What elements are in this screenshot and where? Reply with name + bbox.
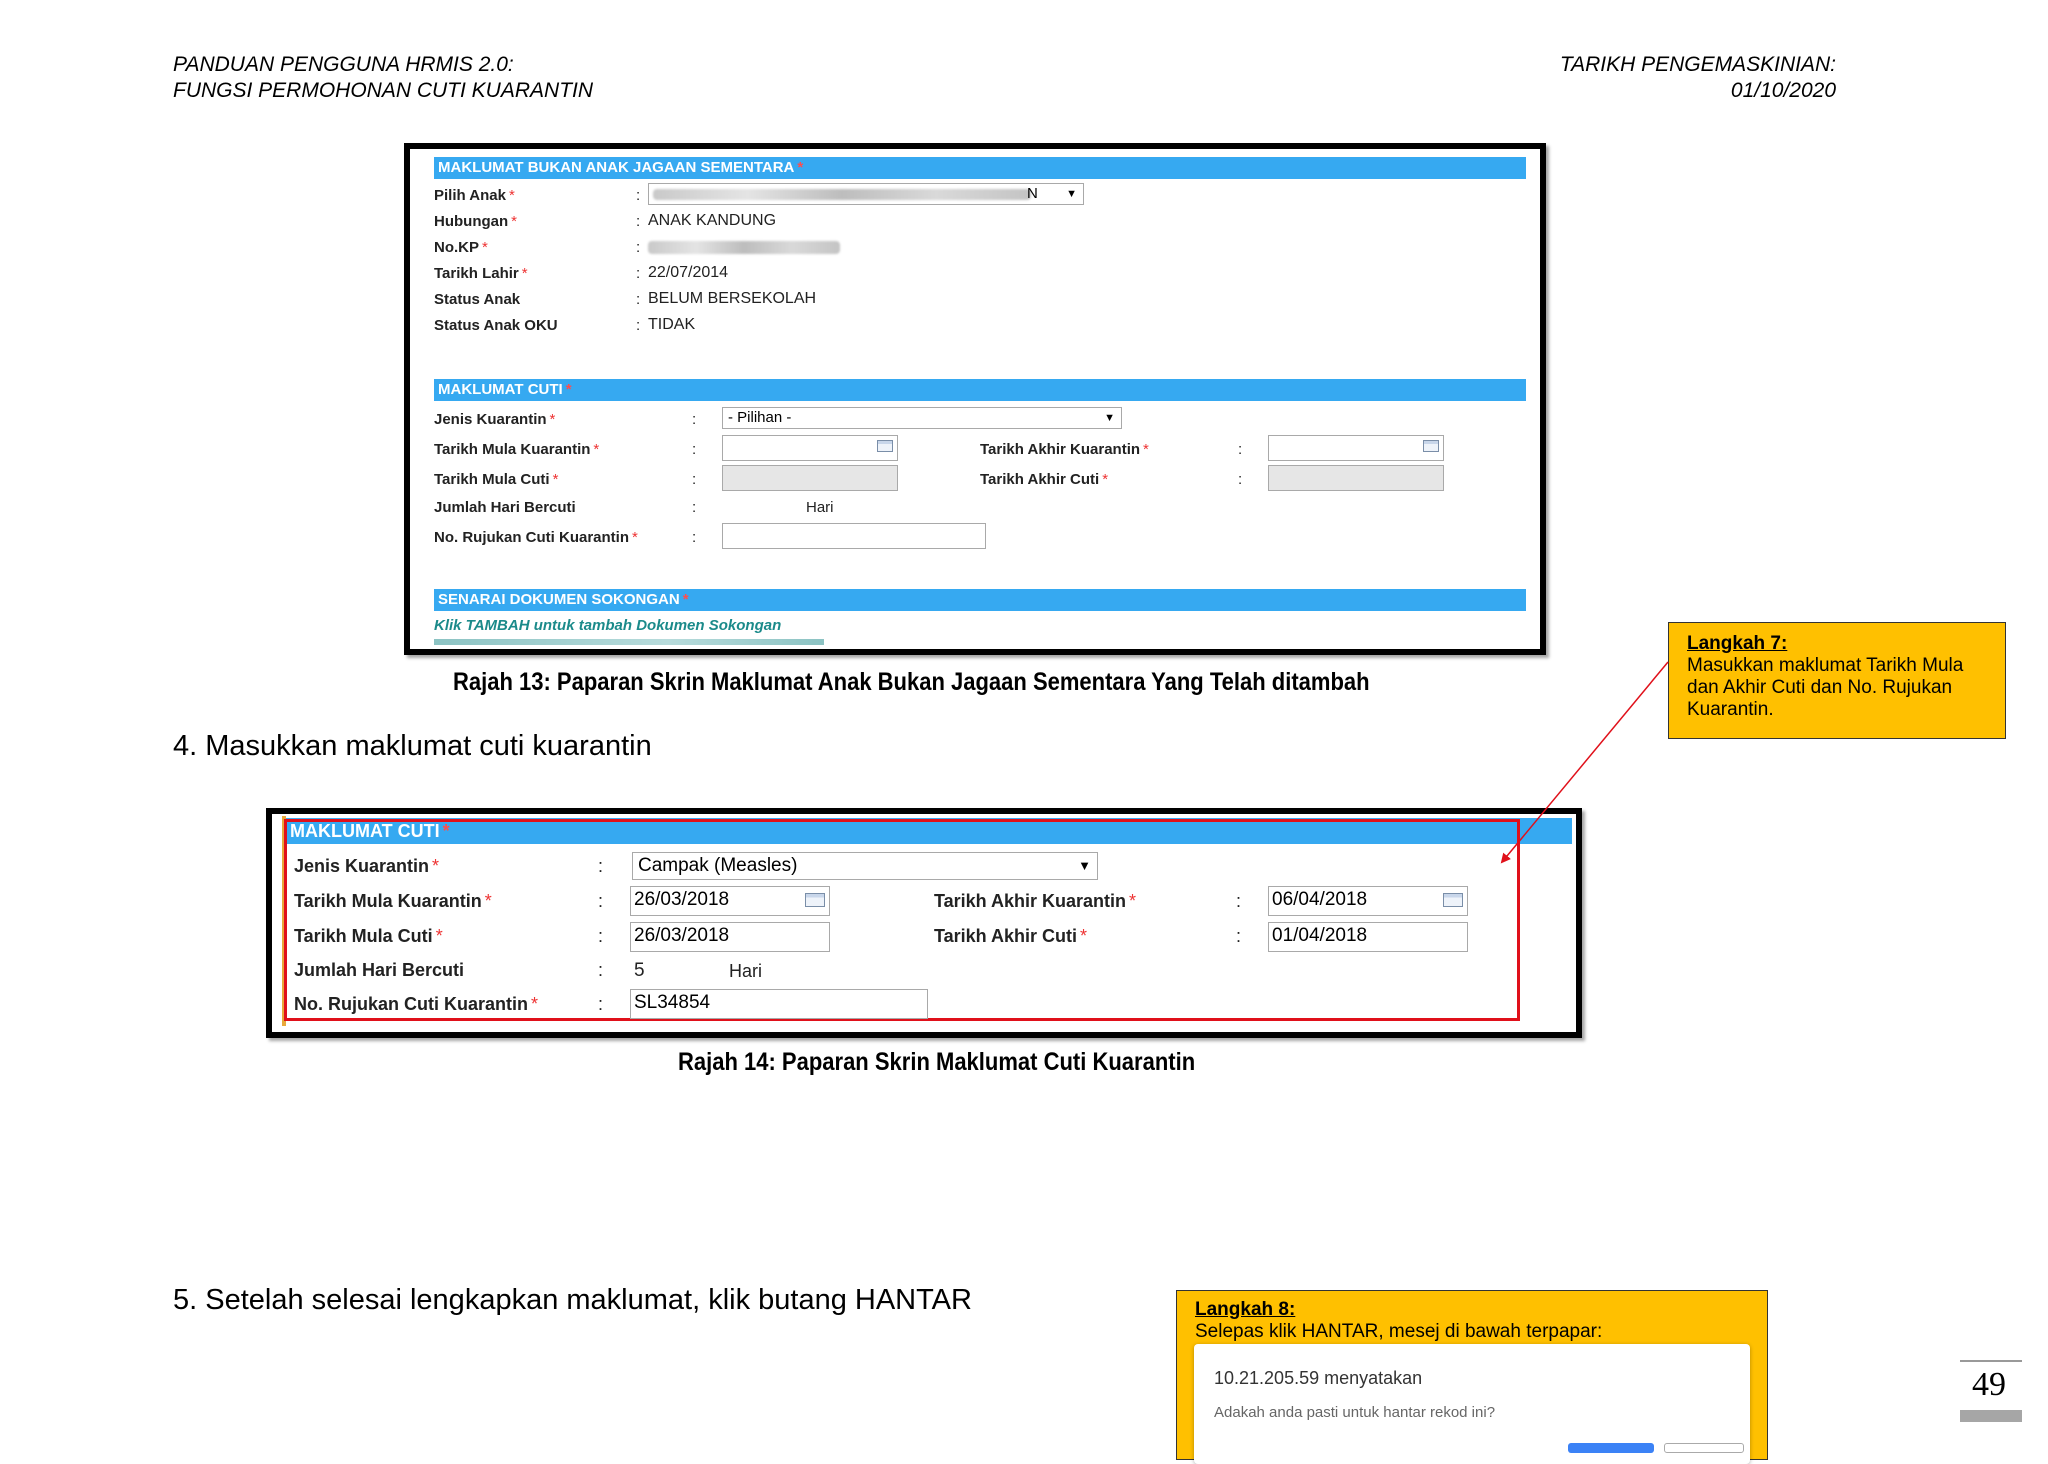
step5-text: 5. Setelah selesai lengkapkan maklumat, klik butang HANTAR (173, 1284, 972, 1316)
label-tarikh-mula-kuarantin: Tarikh Mula Kuarantin * (294, 891, 492, 911)
jenis-kuarantin-select[interactable]: Campak (Measles) ▼ (632, 852, 1098, 880)
dialog-message: Adakah anda pasti untuk hantar rekod ini? (1214, 1404, 1496, 1421)
section-title-dokumen-sokongan: SENARAI DOKUMEN SOKONGAN * (434, 589, 1526, 611)
header-title: PANDUAN PENGGUNA HRMIS 2.0: (173, 53, 514, 76)
ok-button[interactable] (1568, 1443, 1654, 1453)
tarikh-mula-cuti-input[interactable]: 26/03/2018 (630, 922, 830, 952)
label-tarikh-akhir-cuti: Tarikh Akhir Cuti * (980, 471, 1109, 488)
klik-tambah-hint: Klik TAMBAH untuk tambah Dokumen Sokongan (434, 617, 782, 634)
jenis-kuarantin-select[interactable]: - Pilihan - ▼ (722, 407, 1122, 429)
tarikh-akhir-cuti-input[interactable]: 01/04/2018 (1268, 922, 1468, 952)
hubungan-value: ANAK KANDUNG (648, 212, 777, 229)
status-oku-value: TIDAK (648, 316, 696, 333)
section-title-maklumat-cuti: MAKLUMAT CUTI * (434, 379, 1526, 401)
label-hubungan: Hubungan * (434, 213, 517, 230)
cancel-button[interactable] (1664, 1443, 1744, 1453)
section-title-maklumat-cuti: MAKLUMAT CUTI * (286, 818, 1572, 844)
label-jenis-kuarantin: Jenis Kuarantin * (294, 856, 440, 876)
callout-body: Selepas klik HANTAR, mesej di bawah terpapar: (1195, 1321, 1603, 1342)
label-jenis-kuarantin: Jenis Kuarantin * (434, 411, 556, 428)
label-status-anak: Status Anak (434, 291, 521, 308)
header-date-label: TARIKH PENGEMASKINIAN: (1559, 53, 1836, 76)
label-tarikh-akhir-kuarantin: Tarikh Akhir Kuarantin * (934, 891, 1137, 911)
figure13-caption: Rajah 13: Paparan Skrin Maklumat Anak Bukan Jagaan Sementara Yang Telah ditambah (453, 668, 1370, 696)
label-status-oku: Status Anak OKU (434, 317, 558, 334)
label-tarikh-mula-cuti: Tarikh Mula Cuti * (294, 926, 443, 946)
label-tarikh-akhir-kuarantin: Tarikh Akhir Kuarantin * (980, 441, 1149, 458)
label-no-rujukan: No. Rujukan Cuti Kuarantin * (294, 994, 539, 1014)
callout-title: Langkah 7: (1687, 633, 1788, 654)
page-number: 49 (1972, 1366, 2006, 1403)
label-tarikh-mula-cuti: Tarikh Mula Cuti * (434, 471, 559, 488)
figure14-caption: Rajah 14: Paparan Skrin Maklumat Cuti Kuarantin (678, 1048, 1196, 1076)
figure13-screenshot: MAKLUMAT BUKAN ANAK JAGAAN SEMENTARA * Pilih Anak * : N ▼ Hubungan * : ANAK KANDUNG No.KP * : Tarikh Lahir * : 22/07/2014 Status Anak : BELUM BERSEKOLAH Status Anak OKU : TIDAK MAKLUMAT CUTI * Jenis Kuarantin * : - Pilihan - ▼ Tarikh Mula Kuarantin * : Tarikh Akhir Kuarantin * : Tarikh Mula Cuti * : Tarikh Akhir Cuti * : Jumlah Hari Bercuti : Hari No. Rujukan Cuti Kuarantin * : SENARAI DOKUMEN SOKONGAN * Klik TAMBAH untuk tambah Dokumen Sokongan (404, 143, 1546, 655)
label-tarikh-lahir: Tarikh Lahir * (434, 265, 528, 282)
label-no-kp: No.KP * (434, 239, 488, 256)
hari-unit: Hari (806, 499, 834, 516)
hari-unit: Hari (729, 961, 763, 981)
label-pilih-anak: Pilih Anak * (434, 187, 515, 204)
chevron-down-icon: ▼ (1066, 188, 1077, 200)
label-jumlah-hari: Jumlah Hari Bercuti (434, 499, 576, 516)
step4-text: 4. Masukkan maklumat cuti kuarantin (173, 730, 652, 762)
label-tarikh-akhir-cuti: Tarikh Akhir Cuti * (934, 926, 1088, 946)
figure14-screenshot: MAKLUMAT CUTI * Jenis Kuarantin * : Campak (Measles) ▼ Tarikh Mula Kuarantin * : 26/03/2018 Tarikh Akhir Kuarantin * : 06/04/2018 Tarikh Mula Cuti * : 26/03/2018 Tarikh Akhir Cuti * : 01/04/2018 Jumlah Hari Bercuti : 5 Hari No. Rujukan Cuti Kuarantin * : SL34854 (266, 808, 1582, 1038)
chevron-down-icon: ▼ (1104, 412, 1115, 424)
tarikh-akhir-kuarantin-input[interactable]: 06/04/2018 (1268, 886, 1468, 916)
tarikh-mula-kuarantin-input[interactable]: 26/03/2018 (630, 886, 830, 916)
jumlah-hari-value: 5 (634, 960, 645, 981)
status-anak-value: BELUM BERSEKOLAH (648, 290, 817, 307)
page-number-bar (1960, 1410, 2022, 1422)
section-title-bukan-anak-jagaan: MAKLUMAT BUKAN ANAK JAGAAN SEMENTARA * (434, 157, 1526, 179)
callout-title: Langkah 8: (1195, 1299, 1296, 1320)
label-tarikh-mula-kuarantin: Tarikh Mula Kuarantin * (434, 441, 600, 458)
pilih-anak-select[interactable]: N ▼ (648, 183, 1084, 205)
header-date-value: 01/10/2020 (1730, 79, 1836, 102)
label-no-rujukan: No. Rujukan Cuti Kuarantin * (434, 529, 638, 546)
chevron-down-icon: ▼ (1078, 858, 1091, 873)
no-rujukan-input[interactable]: SL34854 (630, 989, 928, 1019)
page-number-rule (1960, 1360, 2022, 1362)
confirm-dialog (1194, 1344, 1750, 1464)
callout-body: Masukkan maklumat Tarikh Mula dan Akhir Cuti dan No. Rujukan Kuarantin. (1687, 655, 1964, 720)
dialog-title: 10.21.205.59 menyatakan (1214, 1368, 1423, 1388)
header-subtitle: FUNGSI PERMOHONAN CUTI KUARANTIN (173, 79, 594, 102)
tarikh-lahir-value: 22/07/2014 (648, 264, 729, 281)
label-jumlah-hari: Jumlah Hari Bercuti (294, 960, 465, 980)
